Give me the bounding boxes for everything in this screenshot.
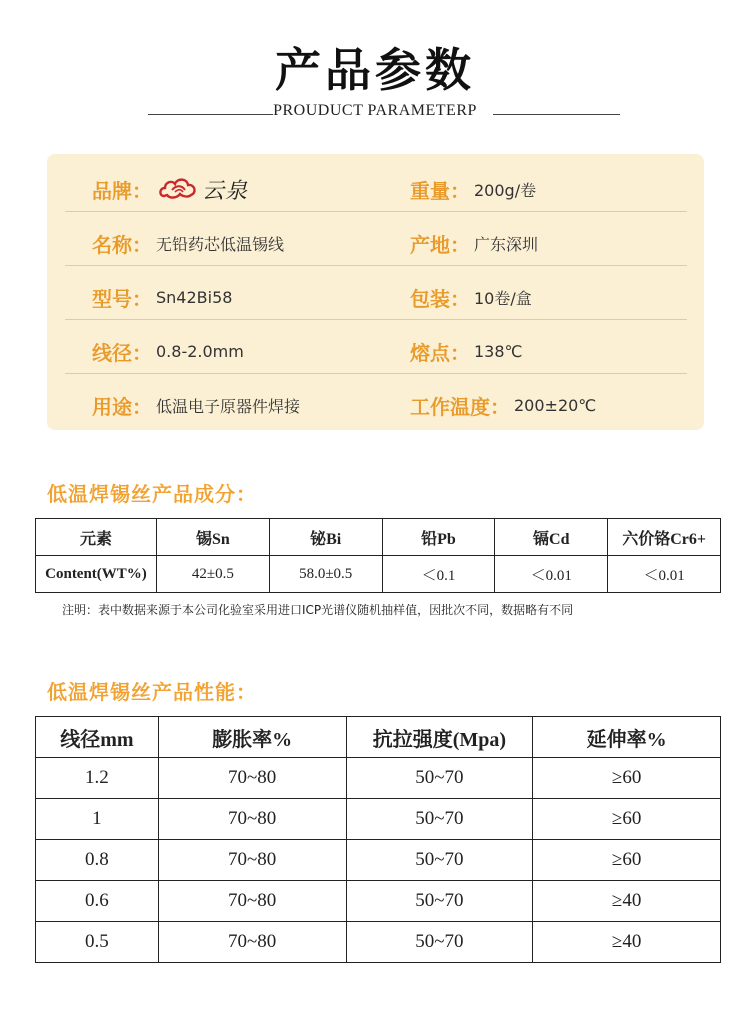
composition-note: 注明：表中数据来源于本公司化验室采用进口ICP光谱仪随机抽样值，因批次不同，数据略有不同	[62, 603, 574, 617]
table-header-cell: 镉Cd	[495, 519, 608, 556]
table-cell: ＜0.01	[608, 556, 721, 593]
param-value: 138℃	[474, 341, 523, 361]
param-value: 10卷/盒	[474, 288, 532, 308]
table-cell: 50~70	[346, 922, 533, 963]
param-colon: ：	[132, 178, 152, 203]
param-label: 产地	[410, 232, 450, 257]
table-cell: ≥60	[533, 799, 721, 840]
page-header	[0, 42, 750, 98]
table-cell: 50~70	[346, 758, 533, 799]
param-label: 重量	[410, 178, 450, 203]
table-header-cell: 元素	[36, 519, 157, 556]
table-header-cell: 六价铬Cr6+	[608, 519, 721, 556]
table-cell: 0.6	[36, 881, 159, 922]
page-title: 产品参数	[275, 43, 475, 97]
table-header-row	[36, 717, 721, 758]
cloud-logo-icon	[158, 174, 198, 204]
table-header-cell: 膨胀率%	[158, 717, 346, 758]
param-colon: ：	[132, 286, 152, 311]
param-row	[65, 158, 687, 212]
param-label: 工作温度	[410, 394, 490, 419]
composition-title: 低温焊锡丝产品成分：	[47, 482, 257, 506]
param-colon: ：	[132, 394, 152, 419]
table-header-cell: 铋Bi	[269, 519, 382, 556]
brand-logo-text: 云泉	[202, 178, 249, 204]
table-cell: 50~70	[346, 840, 533, 881]
param-label: 名称	[92, 232, 132, 257]
table-cell: 1	[36, 799, 159, 840]
param-origin	[410, 230, 538, 256]
table-cell: 70~80	[158, 840, 346, 881]
table-header-cell: 延伸率%	[533, 717, 721, 758]
table-cell: ≥60	[533, 840, 721, 881]
table-cell: ≥40	[533, 881, 721, 922]
param-colon: ：	[132, 232, 152, 257]
table-cell: ＜0.01	[495, 556, 608, 593]
parameter-panel	[47, 154, 704, 430]
param-name	[92, 230, 284, 256]
param-diameter	[92, 338, 244, 364]
table-cell: Content(WT%)	[36, 556, 157, 593]
subtitle-row	[0, 102, 750, 126]
table-cell: 70~80	[158, 922, 346, 963]
table-cell: 70~80	[158, 799, 346, 840]
brand-logo	[158, 174, 248, 205]
param-usage	[92, 392, 300, 418]
param-value: Sn42Bi58	[156, 287, 233, 307]
table-cell: ≥40	[533, 922, 721, 963]
param-row	[65, 374, 687, 428]
param-label: 熔点	[410, 340, 450, 365]
table-row	[36, 881, 721, 922]
divider-right	[493, 114, 620, 115]
param-colon: ：	[450, 340, 470, 365]
table-row	[36, 556, 721, 593]
performance-title: 低温焊锡丝产品性能：	[47, 680, 257, 704]
param-label: 线径	[92, 340, 132, 365]
table-header-cell: 线径mm	[36, 717, 159, 758]
param-colon: ：	[132, 340, 152, 365]
table-cell: ≥60	[533, 758, 721, 799]
param-melting-point	[410, 338, 523, 364]
param-colon: ：	[450, 178, 470, 203]
table-cell: ＜0.1	[382, 556, 495, 593]
param-value: 200±20℃	[514, 395, 597, 415]
table-header-cell: 抗拉强度(Mpa)	[346, 717, 533, 758]
table-cell: 50~70	[346, 881, 533, 922]
param-value: 0.8-2.0mm	[156, 341, 244, 361]
param-row	[65, 266, 687, 320]
table-header-row	[36, 519, 721, 556]
param-working-temp	[410, 392, 596, 418]
param-value: 广东深圳	[474, 234, 539, 254]
param-value: 200g/卷	[474, 180, 537, 200]
param-packaging	[410, 284, 532, 310]
table-cell: 70~80	[158, 881, 346, 922]
param-label: 包装	[410, 286, 450, 311]
table-cell: 0.5	[36, 922, 159, 963]
table-header-cell: 锡Sn	[156, 519, 269, 556]
param-row	[65, 212, 687, 266]
param-colon: ：	[490, 394, 510, 419]
param-row	[65, 320, 687, 374]
table-cell: 42±0.5	[156, 556, 269, 593]
table-row	[36, 799, 721, 840]
table-row	[36, 840, 721, 881]
param-colon: ：	[450, 286, 470, 311]
composition-table	[35, 518, 721, 593]
table-cell: 50~70	[346, 799, 533, 840]
param-value: 无铅药芯低温锡线	[156, 234, 285, 254]
table-row	[36, 758, 721, 799]
param-label: 用途	[92, 394, 132, 419]
table-cell: 58.0±0.5	[269, 556, 382, 593]
param-model	[92, 284, 232, 310]
page-subtitle: PROUDUCT PARAMETERP	[273, 102, 477, 119]
table-row	[36, 922, 721, 963]
param-label: 型号	[92, 286, 132, 311]
performance-table	[35, 716, 721, 963]
param-label: 品牌	[92, 178, 132, 203]
table-header-cell: 铅Pb	[382, 519, 495, 556]
param-brand	[92, 176, 248, 202]
table-cell: 70~80	[158, 758, 346, 799]
param-weight	[410, 176, 536, 202]
table-cell: 1.2	[36, 758, 159, 799]
table-cell: 0.8	[36, 840, 159, 881]
param-colon: ：	[450, 232, 470, 257]
param-value: 低温电子原器件焊接	[156, 396, 301, 416]
